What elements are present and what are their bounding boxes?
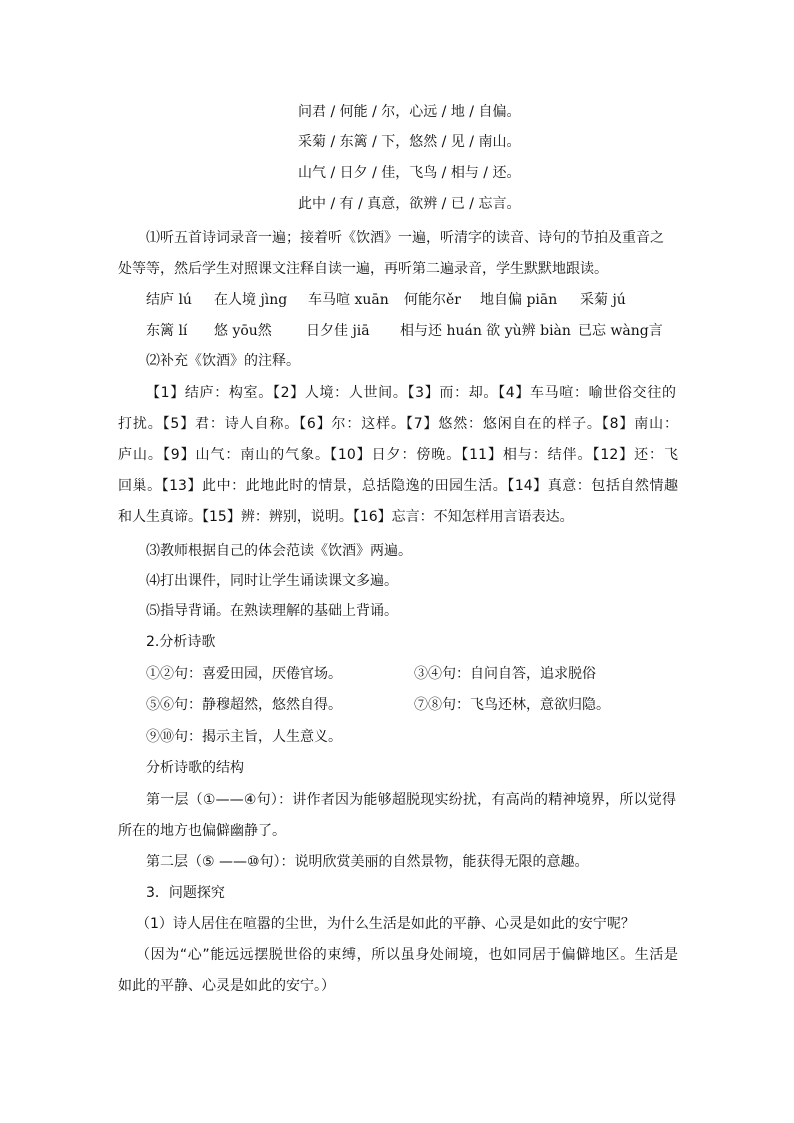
annotation-line: 和人生真谛。【15】辨：辨别，说明。【16】忘言：不知怎样用言语表达。	[118, 509, 574, 525]
step1-line-2: 处等等，然后学生对照课文注释自读一遍，再听第二遍录音，学生默默地跟读。	[118, 261, 608, 277]
pinyin-item: 结庐 lú	[146, 292, 192, 308]
pinyin-item: 日夕佳 jiā	[306, 323, 370, 339]
annotation-line: 【1】结庐：构室。【2】人境：人世间。【3】而：却。【4】车马喧：喻世俗交往的	[146, 385, 676, 401]
pinyin-item: 地自偏 piān	[480, 292, 558, 308]
analysis-item: ③④句：自问自答，追求脱俗	[414, 666, 596, 682]
pinyin-item: 东篱 lí	[146, 323, 188, 339]
inquiry-question: （1）诗人居住在喧嚣的尘世，为什么生活是如此的平静、心灵是如此的安宁呢？	[136, 916, 635, 932]
pinyin-item: 相与还 huán 欲 yù辨 biàn	[400, 323, 571, 339]
analysis-row	[146, 695, 706, 715]
step5: ⑸指导背诵。在熟读理解的基础上背诵。	[146, 603, 398, 619]
analysis-row	[146, 664, 706, 684]
pinyin-item: 采菊 jú	[580, 292, 626, 308]
annotation-line: 庐山。【9】山气：南山的气象。【10】日夕：傍晚。【11】相与：结伴。【12】还：飞	[118, 447, 678, 463]
layer1-line-1: 第一层（①——④句）：讲作者因为能够超脱现实纷扰，有高尚的精神境界，所以觉得	[146, 792, 676, 808]
poem-line-2: 采菊 / 东篱 / 下，悠然 / 见 / 南山。	[298, 134, 521, 150]
pinyin-item: 悠 yōu然	[214, 323, 272, 339]
annotation-line: 打扰。【5】君：诗人自称。【6】尔：这样。【7】悠然：悠闲自在的样子。【8】南山：	[118, 416, 678, 432]
analysis-heading: 2.分析诗歌	[146, 634, 216, 650]
layer1-line-2: 所在的地方也偏僻幽静了。	[118, 823, 286, 839]
layer2: 第二层（⑤ ——⑩句）：说明欣赏美丽的自然景物，能获得无限的意趣。	[146, 854, 589, 870]
pinyin-item: 已忘 wàng言	[578, 323, 663, 339]
step4: ⑷打出课件，同时让学生诵读课文多遍。	[146, 573, 398, 589]
pinyin-item: 在人境 jìng	[214, 292, 288, 308]
analysis-item: ⑨⑩句：揭示主旨，人生意义。	[146, 729, 342, 745]
pinyin-item: 车马喧 xuān	[308, 292, 389, 308]
inquiry-heading: 3．问题探究	[146, 885, 225, 901]
inquiry-answer-2: 如此的平静、心灵是如此的安宁。）	[118, 978, 335, 994]
poem-line-3: 山气 / 日夕 / 佳，飞鸟 / 相与 / 还。	[298, 165, 521, 181]
step2-title: ⑵补充《饮酒》的注释。	[146, 353, 300, 369]
analysis-row	[146, 727, 706, 747]
inquiry-answer-1: （因为“心”能远远摆脱世俗的束缚，所以虽身处闹境，也如同居于偏僻地区。生活是	[136, 947, 678, 963]
step1-line-1: ⑴听五首诗词录音一遍；接着听《饮酒》一遍，听清字的读音、诗句的节拍及重音之	[146, 230, 664, 246]
poem-line-1: 问君 / 何能 / 尔，心远 / 地 / 自偏。	[298, 104, 521, 120]
annotation-line: 回巢。【13】此中：此地此时的情景，总括隐逸的田园生活。【14】真意：包括自然情趣	[118, 478, 678, 494]
step3: ⑶教师根据自己的体会范读《饮酒》两遍。	[146, 543, 412, 559]
analysis-item: ⑦⑧句：飞鸟还林，意欲归隐。	[414, 697, 610, 713]
pinyin-item: 何能尔ěr	[404, 292, 461, 308]
analysis-item: ⑤⑥句：静穆超然，悠然自得。	[146, 697, 342, 713]
poem-line-4: 此中 / 有 / 真意，欲辨 / 已 / 忘言。	[298, 196, 521, 212]
structure-heading: 分析诗歌的结构	[146, 760, 244, 776]
analysis-item: ①②句：喜爱田园，厌倦官场。	[146, 666, 342, 682]
